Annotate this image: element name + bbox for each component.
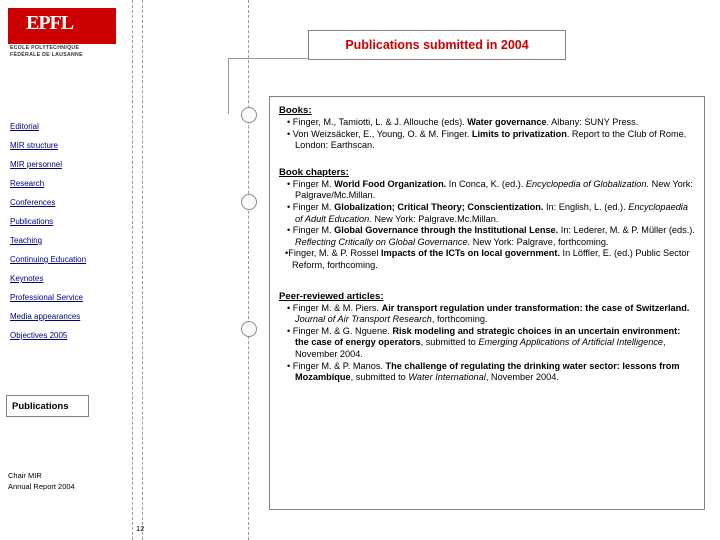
timeline-marker-chapters	[241, 194, 257, 210]
sidebar-nav	[10, 122, 130, 350]
logo-subtitle-line1: ECOLE POLYTECHNIQUE	[10, 45, 80, 51]
sidebar-item-continuing-education[interactable]: Continuing Education	[10, 255, 87, 264]
logo-subtitle-line2: FÉDÉRALE DE LAUSANNE	[10, 52, 83, 58]
sidebar-item-keynotes[interactable]: Keynotes	[10, 274, 44, 283]
list-item: • Finger M. & M. Piers. Air transport regulation under transformation: the case of Switzerland. Journal of Air Transport Research, forthcoming.	[287, 302, 690, 325]
sidebar-item-teaching[interactable]: Teaching	[10, 236, 43, 245]
list-item: • Finger M. Globalization; Critical Theory; Conscientization. In: English, L. (ed.). Encyclopaedia of Adult Education. New York: Palgrave.Mc.Millan.	[287, 201, 688, 224]
section-book-chapters	[279, 167, 695, 272]
sidebar-item-editorial[interactable]: Editorial	[10, 122, 39, 131]
sidebar-item-media-appearances[interactable]: Media appearances	[10, 312, 81, 321]
sidebar-item-objectives-2005[interactable]: Objectives 2005	[10, 331, 68, 340]
section-badge-label: Publications	[12, 400, 69, 412]
logo-subtitle	[10, 45, 116, 59]
section-badge	[6, 395, 89, 417]
sidebar-item-professional-service[interactable]: Professional Service	[10, 293, 83, 302]
epfl-logo	[8, 8, 116, 70]
sidebar-item-mir-structure[interactable]: MIR structure	[10, 141, 59, 150]
timeline-marker-books	[241, 107, 257, 123]
list-item: • Finger M. & P. Manos. The challenge of regulating the drinking water sector: lessons from Mozambique, submitted to Water International, November 2004.	[287, 360, 680, 383]
dashed-guide-center	[248, 0, 249, 540]
footer	[8, 470, 75, 492]
sidebar-item-research[interactable]: Research	[10, 179, 45, 188]
dashed-guide-left	[132, 0, 133, 540]
connector-vertical	[228, 58, 229, 114]
section-heading-peer-reviewed: Peer-reviewed articles:	[279, 290, 384, 302]
section-peer-reviewed-articles	[279, 291, 695, 384]
sidebar-item-publications[interactable]: Publications	[10, 217, 54, 226]
section-heading-books: Books:	[279, 105, 312, 116]
footer-line-1: Chair MIR	[8, 471, 42, 480]
section-heading-book-chapters: Book chapters:	[279, 166, 349, 178]
list-item: • Von Weizsäcker, E., Young, O. & M. Finger. Limits to privatization. Report to the Club of Rome. London: Earthscan.	[287, 128, 687, 151]
list-item: • Finger M. Global Governance through the Institutional Lense. In: Lederer, M. & P. Müller (eds.). Reflecting Critically on Global Governance. New York: Palgrave, forthcoming.	[287, 225, 695, 247]
sidebar-item-conferences[interactable]: Conferences	[10, 198, 56, 207]
list-item: • Finger M. World Food Organization. In Conca, K. (ed.). Encyclopedia of Globalization. New York: Palgrave/Mc.Millan.	[287, 178, 693, 201]
footer-line-2: Annual Report 2004	[8, 482, 75, 491]
section-books	[279, 105, 695, 152]
page-title	[308, 30, 566, 60]
logo-wordmark: EPFL	[26, 12, 74, 34]
timeline-marker-articles	[241, 321, 257, 337]
page-number: 12	[136, 524, 145, 533]
sidebar-item-mir-personnel[interactable]: MIR personnel	[10, 160, 63, 169]
dashed-guide-left-2	[142, 0, 143, 540]
list-item: •Finger, M. & P. Rossel Impacts of the ICTs on local government. In Löffler, E. (ed.) Public Sector Reform, forthcoming.	[285, 248, 690, 270]
content-panel	[269, 96, 705, 510]
list-item: • Finger, M., Tamiotti, L. & J. Allouche (eds). Water governance. Albany: SUNY Press.	[287, 117, 639, 127]
page-title-text: Publications submitted in 2004	[345, 38, 529, 52]
list-item: • Finger M. & G. Nguene. Risk modeling and strategic choices in an uncertain environment: the case of energy operators, submitted to Emerging Applications of Artificial Intelligence, November 2004.	[287, 325, 681, 359]
